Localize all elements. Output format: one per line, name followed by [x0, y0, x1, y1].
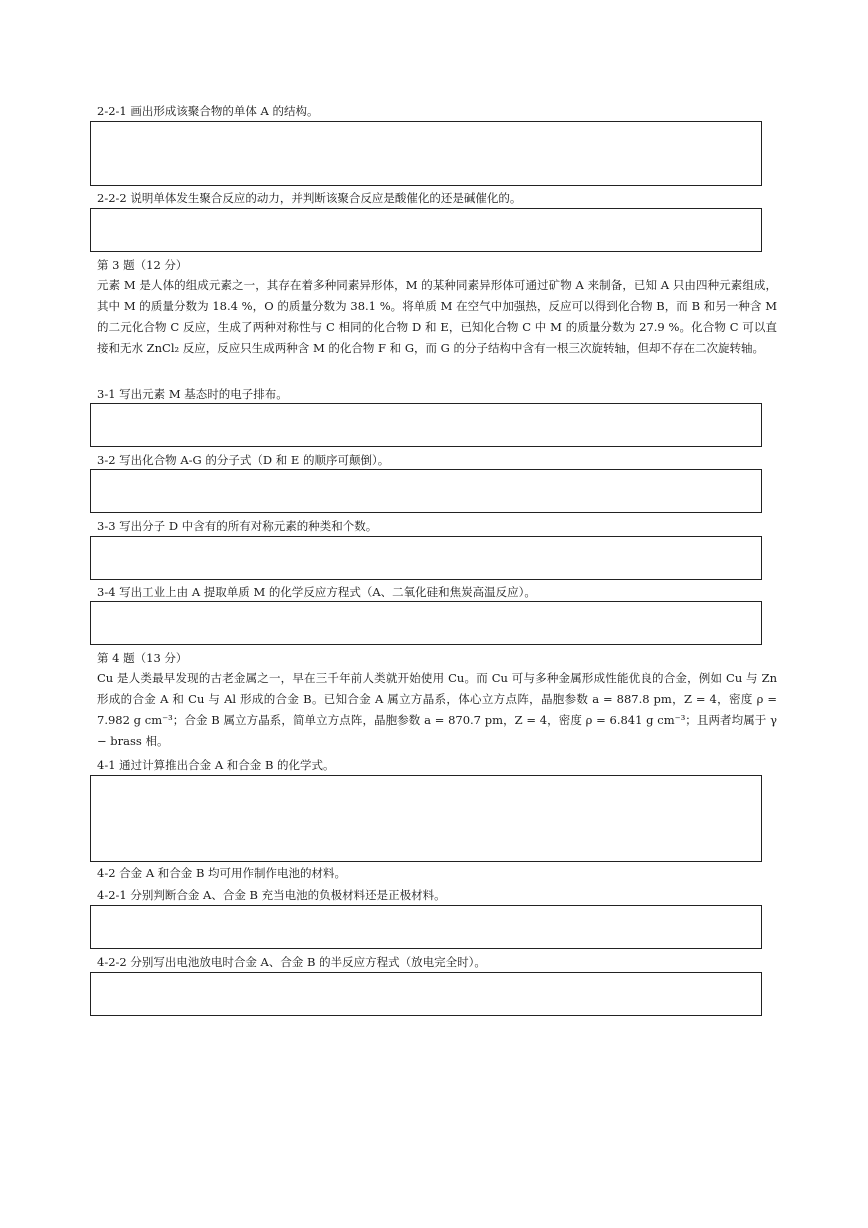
answer-box-2-2-1[interactable] [90, 121, 762, 186]
question-3-3: 3-3 写出分子 D 中含有的所有对称元素的种类和个数。 [97, 519, 378, 533]
question-4-2: 4-2 合金 A 和合金 B 均可用作制作电池的材料。 [97, 866, 347, 880]
question-3-heading: 第 3 题（12 分） [97, 258, 188, 272]
answer-box-4-1[interactable] [90, 775, 762, 862]
answer-box-3-4[interactable] [90, 601, 762, 645]
question-3-1: 3-1 写出元素 M 基态时的电子排布。 [97, 387, 288, 401]
answer-box-3-3[interactable] [90, 536, 762, 580]
question-2-2-1: 2-2-1 画出形成该聚合物的单体 A 的结构。 [97, 104, 319, 118]
answer-box-4-2-1[interactable] [90, 905, 762, 949]
question-3-intro: 元素 M 是人体的组成元素之一，其存在着多种同素异形体，M 的某种同素异形体可通过矿物 A 来制备，已知 A 只由四种元素组成，其中 M 的质量分数为 18.4 %，O 的质量分数为 38.1 %。将单质 M 在空气中加强热，反应可以得到化合物 B，而 B 和另一种含 M 的二元化合物 C 反应，生成了两种对称性与 C 相同的化合物 D 和 E，已知化合物 C 中 M 的质量分数为 27.9 %。化合物 C 可以直接和无水 ZnCl₂ 反应，反应只生成两种含 M 的化合物 F 和 G，而 G 的分子结构中含有一根三次旋转轴，但却不存在二次旋转轴。 [97, 278, 777, 355]
question-3-2: 3-2 写出化合物 A-G 的分子式（D 和 E 的顺序可颠倒）。 [97, 453, 390, 467]
question-3-4: 3-4 写出工业上由 A 提取单质 M 的化学反应方程式（A、二氧化硅和焦炭高温反应）。 [97, 585, 536, 599]
answer-box-2-2-2[interactable] [90, 208, 762, 252]
answer-box-4-2-2[interactable] [90, 972, 762, 1016]
question-4-2-1: 4-2-1 分别判断合金 A、合金 B 充当电池的负极材料还是正极材料。 [97, 888, 446, 902]
question-4-2-2: 4-2-2 分别写出电池放电时合金 A、合金 B 的半反应方程式（放电完全时）。 [97, 955, 486, 969]
answer-box-3-1[interactable] [90, 403, 762, 447]
question-4-heading: 第 4 题（13 分） [97, 651, 188, 665]
answer-box-3-2[interactable] [90, 469, 762, 513]
question-4-1: 4-1 通过计算推出合金 A 和合金 B 的化学式。 [97, 758, 335, 772]
question-4-intro: Cu 是人类最早发现的古老金属之一，早在三千年前人类就开始使用 Cu。而 Cu 可与多种金属形成性能优良的合金，例如 Cu 与 Zn 形成的合金 A 和 Cu 与 Al 形成的合金 B。已知合金 A 属立方晶系，体心立方点阵，晶胞参数 a = 887.8 pm，Z = 4，密度 ρ = 7.982 g cm⁻³；合金 B 属立方晶系，简单立方点阵，晶胞参数 a = 870.7 pm，Z = 4，密度 ρ = 6.841 g cm⁻³；且两者均属于 γ − brass 相。 [97, 671, 777, 748]
question-2-2-2: 2-2-2 说明单体发生聚合反应的动力，并判断该聚合反应是酸催化的还是碱催化的。 [97, 191, 522, 205]
